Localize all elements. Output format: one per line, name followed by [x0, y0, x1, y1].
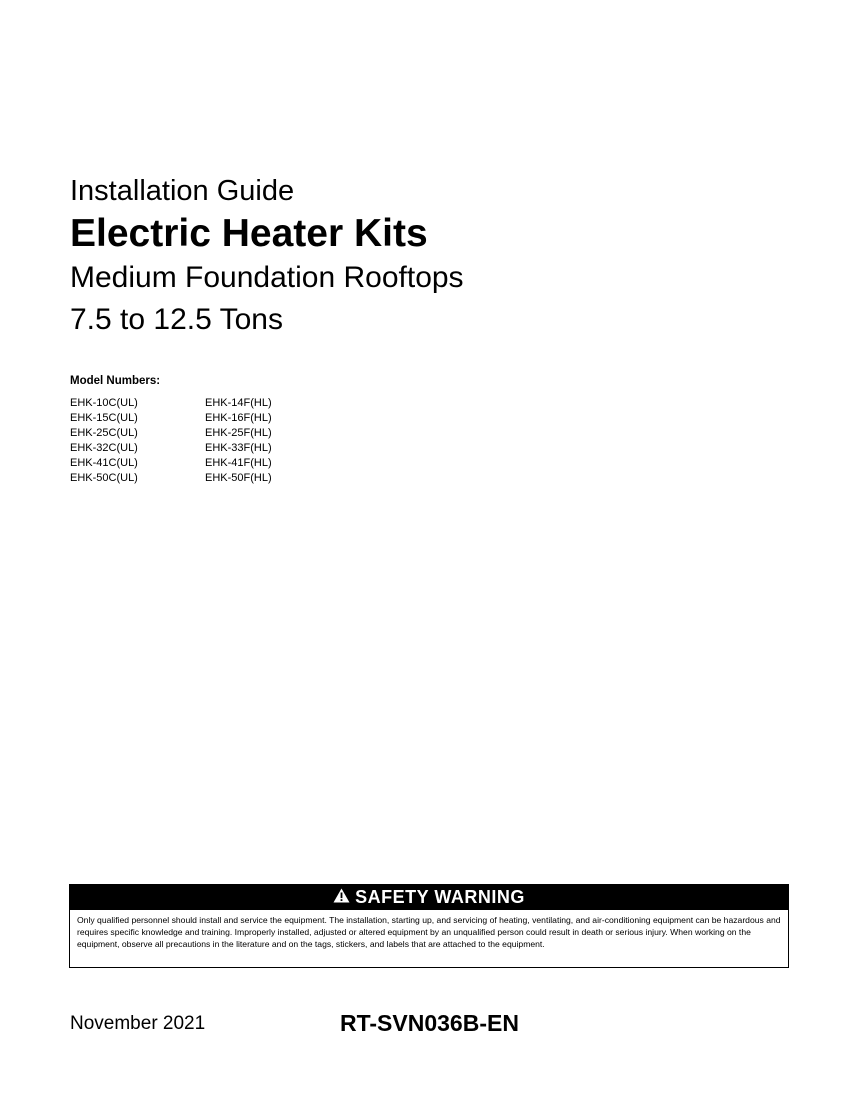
- model-column-2: [205, 396, 340, 486]
- model-numbers-heading: Model Numbers:: [70, 375, 161, 387]
- publication-date: November 2021: [70, 1013, 206, 1034]
- warning-triangle-icon: [333, 887, 350, 908]
- document-type: Installation Guide: [70, 175, 295, 207]
- model-number: EHK-15C(UL): [70, 412, 138, 424]
- model-number: EHK-50F(HL): [205, 472, 272, 484]
- model-number: EHK-10C(UL): [70, 397, 138, 409]
- model-numbers-columns: [70, 396, 340, 486]
- safety-warning-text: Only qualified personnel should install and service the equipment. The installation, starting up, and servicing of heating, ventilating, and air-conditioning equipment can be hazardous and requires specific knowledge and training. Improperly installed, adjusted or altered equipment by an unqualified person could result in death or serious injury. When working on the equipment, observe all precautions in the literature and on the tags, stickers, and labels that are attached to the equipment.: [77, 915, 781, 950]
- document-title: Electric Heater Kits: [70, 212, 428, 255]
- model-number: EHK-50C(UL): [70, 472, 138, 484]
- safety-warning-heading: SAFETY WARNING: [355, 887, 525, 907]
- document-subtitle-line2: 7.5 to 12.5 Tons: [70, 303, 283, 336]
- safety-warning-box: [69, 884, 789, 968]
- model-number: EHK-41F(HL): [205, 457, 272, 469]
- model-number: EHK-25F(HL): [205, 427, 272, 439]
- model-numbers-section: [70, 375, 340, 486]
- model-number: EHK-33F(HL): [205, 442, 272, 454]
- model-number: EHK-16F(HL): [205, 412, 272, 424]
- model-number: EHK-14F(HL): [205, 397, 272, 409]
- model-number: EHK-32C(UL): [70, 442, 138, 454]
- document-number: RT-SVN036B-EN: [340, 1010, 519, 1036]
- safety-warning-header: [70, 885, 788, 910]
- document-subtitle-line1: Medium Foundation Rooftops: [70, 261, 464, 294]
- model-number: EHK-25C(UL): [70, 427, 138, 439]
- model-number: EHK-41C(UL): [70, 457, 138, 469]
- model-column-1: [70, 396, 205, 486]
- cover-title-block: [70, 172, 464, 340]
